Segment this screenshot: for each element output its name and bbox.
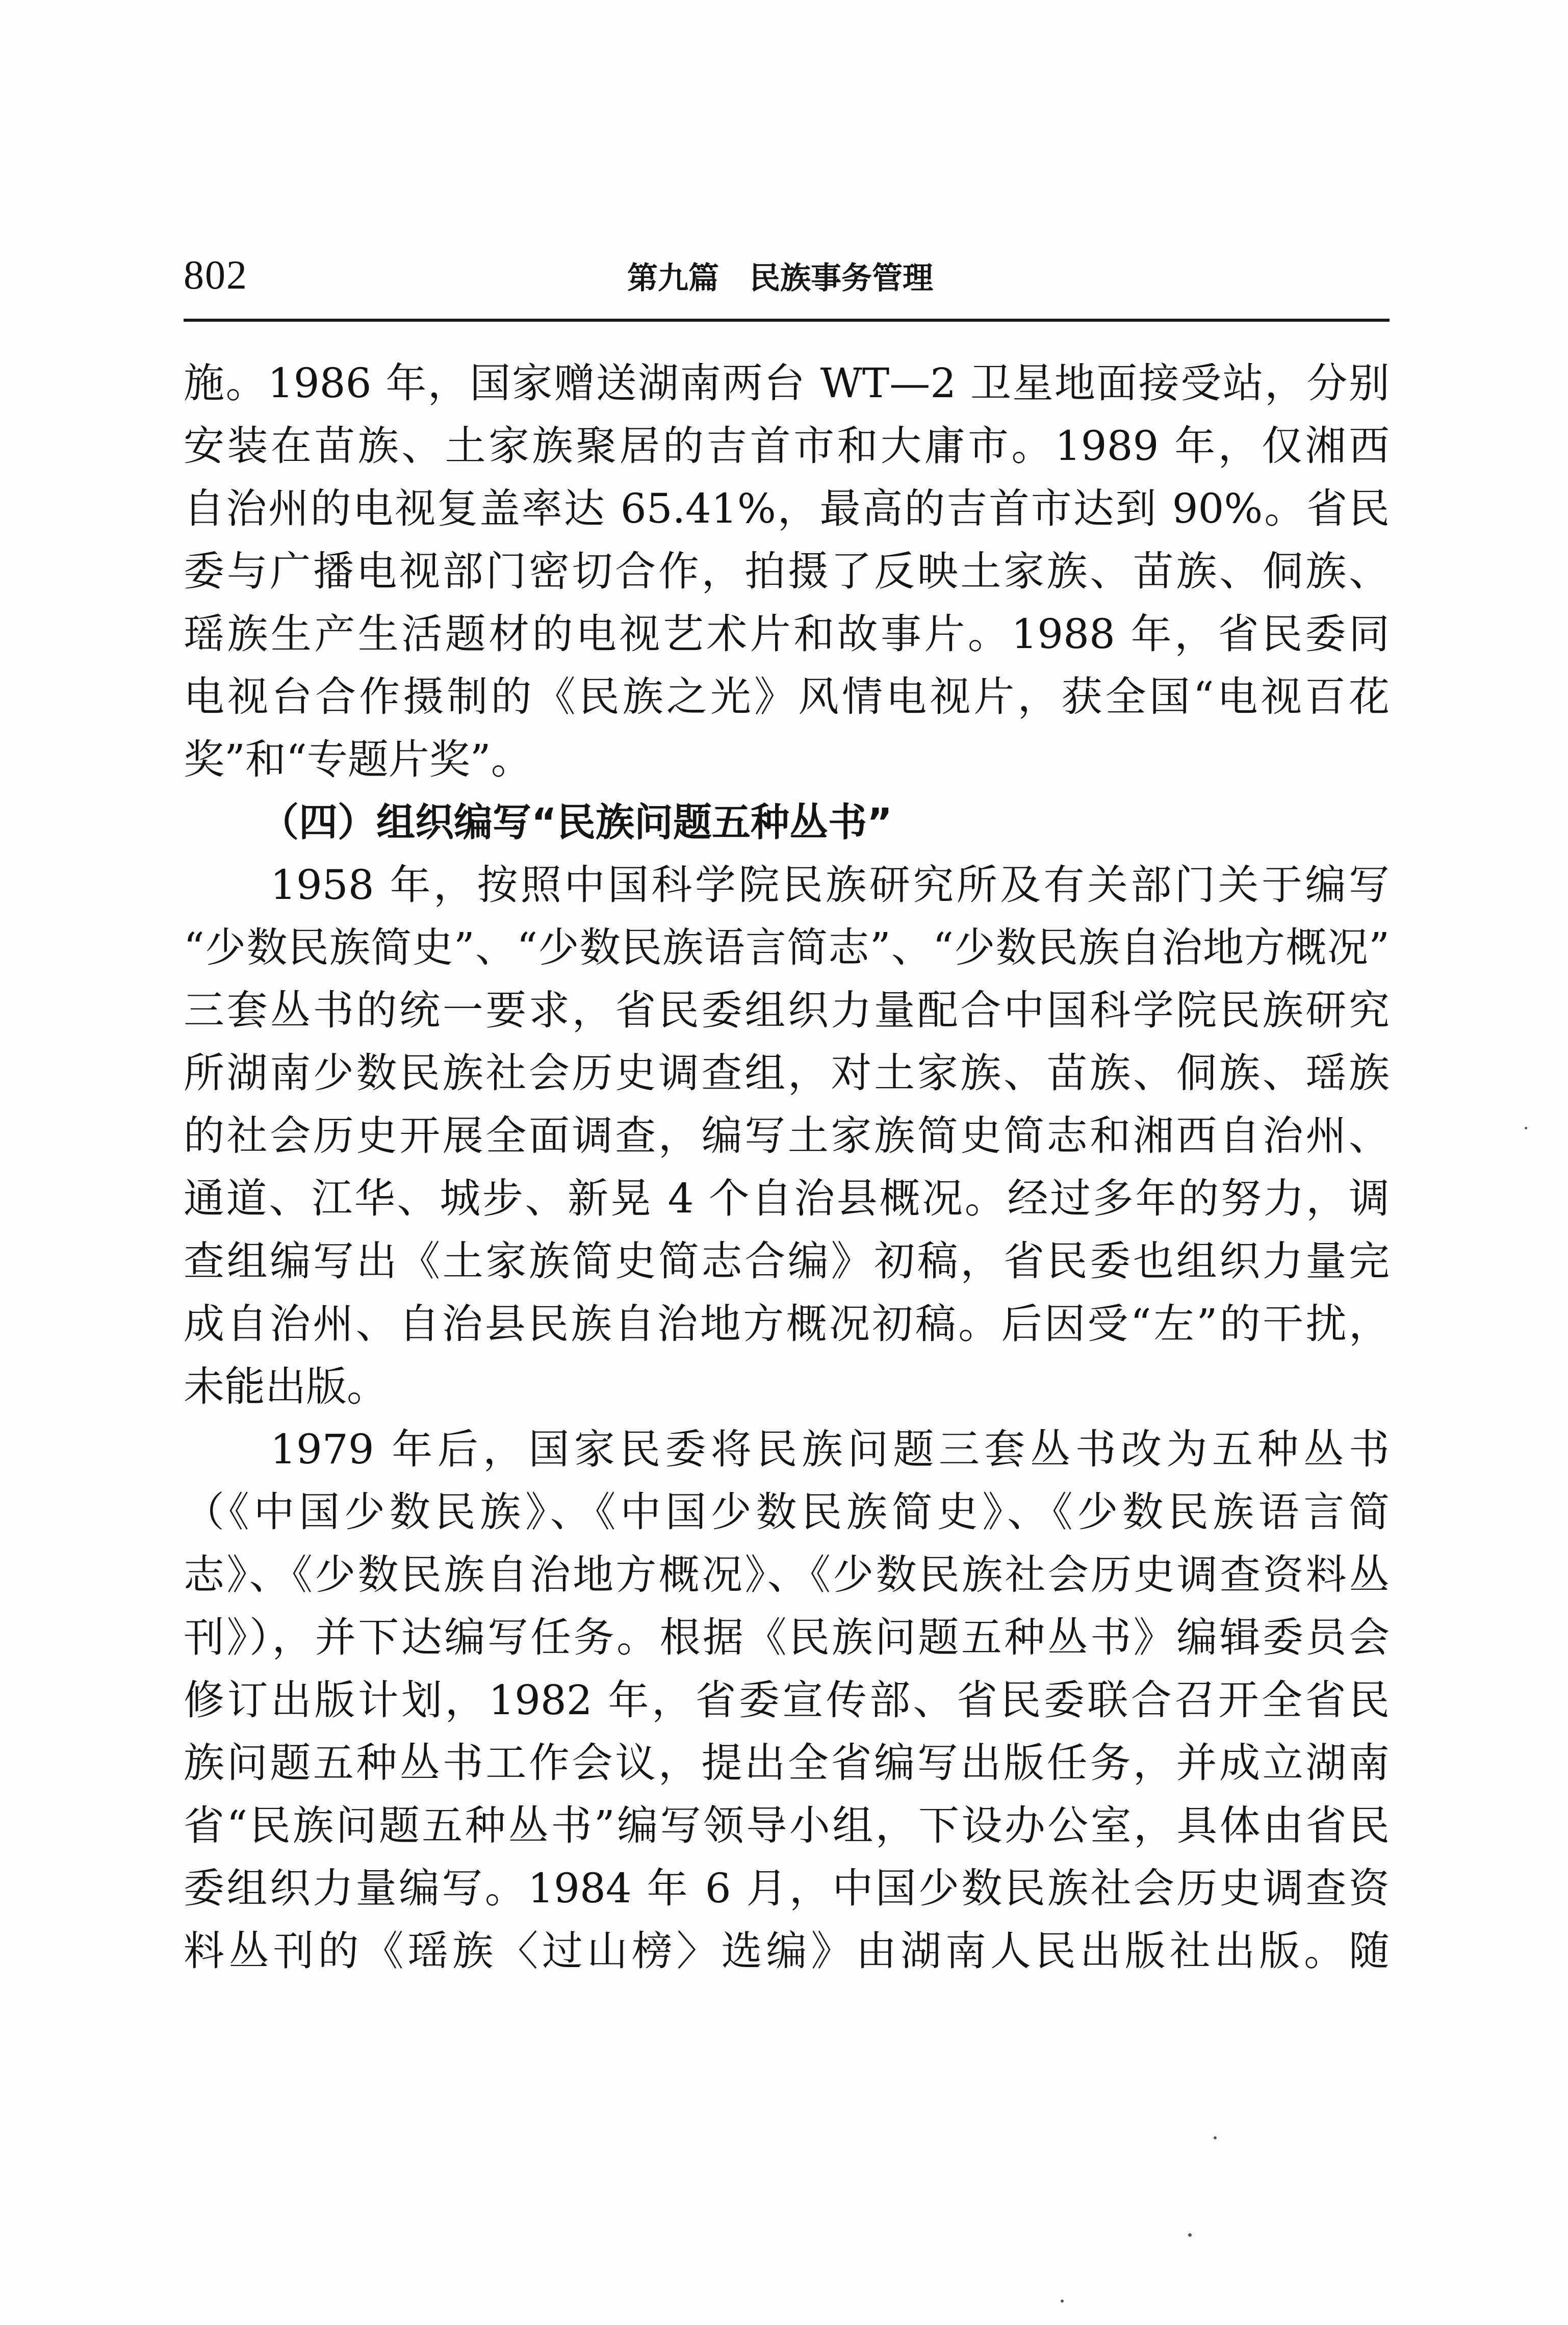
scan-speck [1214, 2136, 1217, 2139]
text-line: 修订出版计划，1982 年，省委宣传部、省民委联合召开全省民 [184, 1676, 1390, 1724]
text-line: 奖”和“专题片奖”。 [184, 736, 532, 783]
text-line: 1958 年，按照中国科学院民族研究所及有关部门关于编写 [270, 861, 1390, 909]
text-line: 志》、《少数民族自治地方概况》、《少数民族社会历史调查资料丛 [184, 1551, 1390, 1598]
scan-speck [1525, 1127, 1527, 1129]
text-line: （《中国少数民族》、《中国少数民族简史》、《少数民族语言简 [184, 1488, 1390, 1536]
page-header [184, 250, 1390, 311]
text-line: 的社会历史开展全面调查，编写土家族简史简志和湘西自治州、 [184, 1112, 1390, 1159]
header-rule [184, 319, 1390, 322]
text-line: 所湖南少数民族社会历史调查组，对土家族、苗族、侗族、瑶族 [184, 1049, 1390, 1097]
text-line: 自治州的电视复盖率达 65.41%，最高的吉首市达到 90%。省民 [184, 485, 1390, 532]
text-line: 施。1986 年，国家赠送湖南两台 WT—2 卫星地面接受站，分别 [184, 359, 1390, 407]
text-line: 料丛刊的《瑶族〈过山榜〉选编》由湖南人民出版社出版。随 [184, 1927, 1390, 1975]
text-line: “少数民族简史”、“少数民族语言简志”、“少数民族自治地方概况” [184, 924, 1390, 971]
body-text [184, 352, 1390, 1982]
text-line: 电视台合作摄制的《民族之光》风情电视片，获全国“电视百花 [184, 673, 1390, 720]
text-line: 族问题五种丛书工作会议，提出全省编写出版任务，并成立湖南 [184, 1739, 1390, 1787]
text-line: 成自治州、自治县民族自治地方概况初稿。后因受“左”的干扰， [184, 1300, 1390, 1348]
text-line: 未能出版。 [184, 1363, 388, 1410]
text-line: 瑶族生产生活题材的电视艺术片和故事片。1988 年，省民委同 [184, 610, 1390, 658]
text-line: 1979 年后，国家民委将民族问题三套丛书改为五种丛书 [270, 1426, 1390, 1473]
section-heading: （四）组织编写“民族问题五种丛书” [260, 799, 892, 845]
text-line: 查组编写出《土家族简史简志合编》初稿，省民委也组织力量完 [184, 1237, 1390, 1285]
text-line: 刊》），并下达编写任务。根据《民族问题五种丛书》编辑委员会 [184, 1614, 1390, 1661]
scan-speck [1061, 2300, 1064, 2303]
running-title: 第九篇 民族事务管理 [627, 261, 933, 296]
text-line: 省“民族问题五种丛书”编写领导小组，下设办公室，具体由省民 [184, 1802, 1390, 1849]
text-line: 委组织力量编写。1984 年 6 月，中国少数民族社会历史调查资 [184, 1865, 1390, 1912]
text-line: 安装在苗族、土家族聚居的吉首市和大庸市。1989 年，仅湘西 [184, 422, 1390, 470]
text-line: 委与广播电视部门密切合作，拍摄了反映土家族、苗族、侗族、 [184, 548, 1390, 595]
text-line: 三套丛书的统一要求，省民委组织力量配合中国科学院民族研究 [184, 987, 1390, 1034]
page-number: 802 [184, 253, 248, 298]
text-line: 通道、江华、城步、新晃 4 个自治县概况。经过多年的努力，调 [184, 1175, 1390, 1222]
scan-speck [1188, 2233, 1192, 2237]
